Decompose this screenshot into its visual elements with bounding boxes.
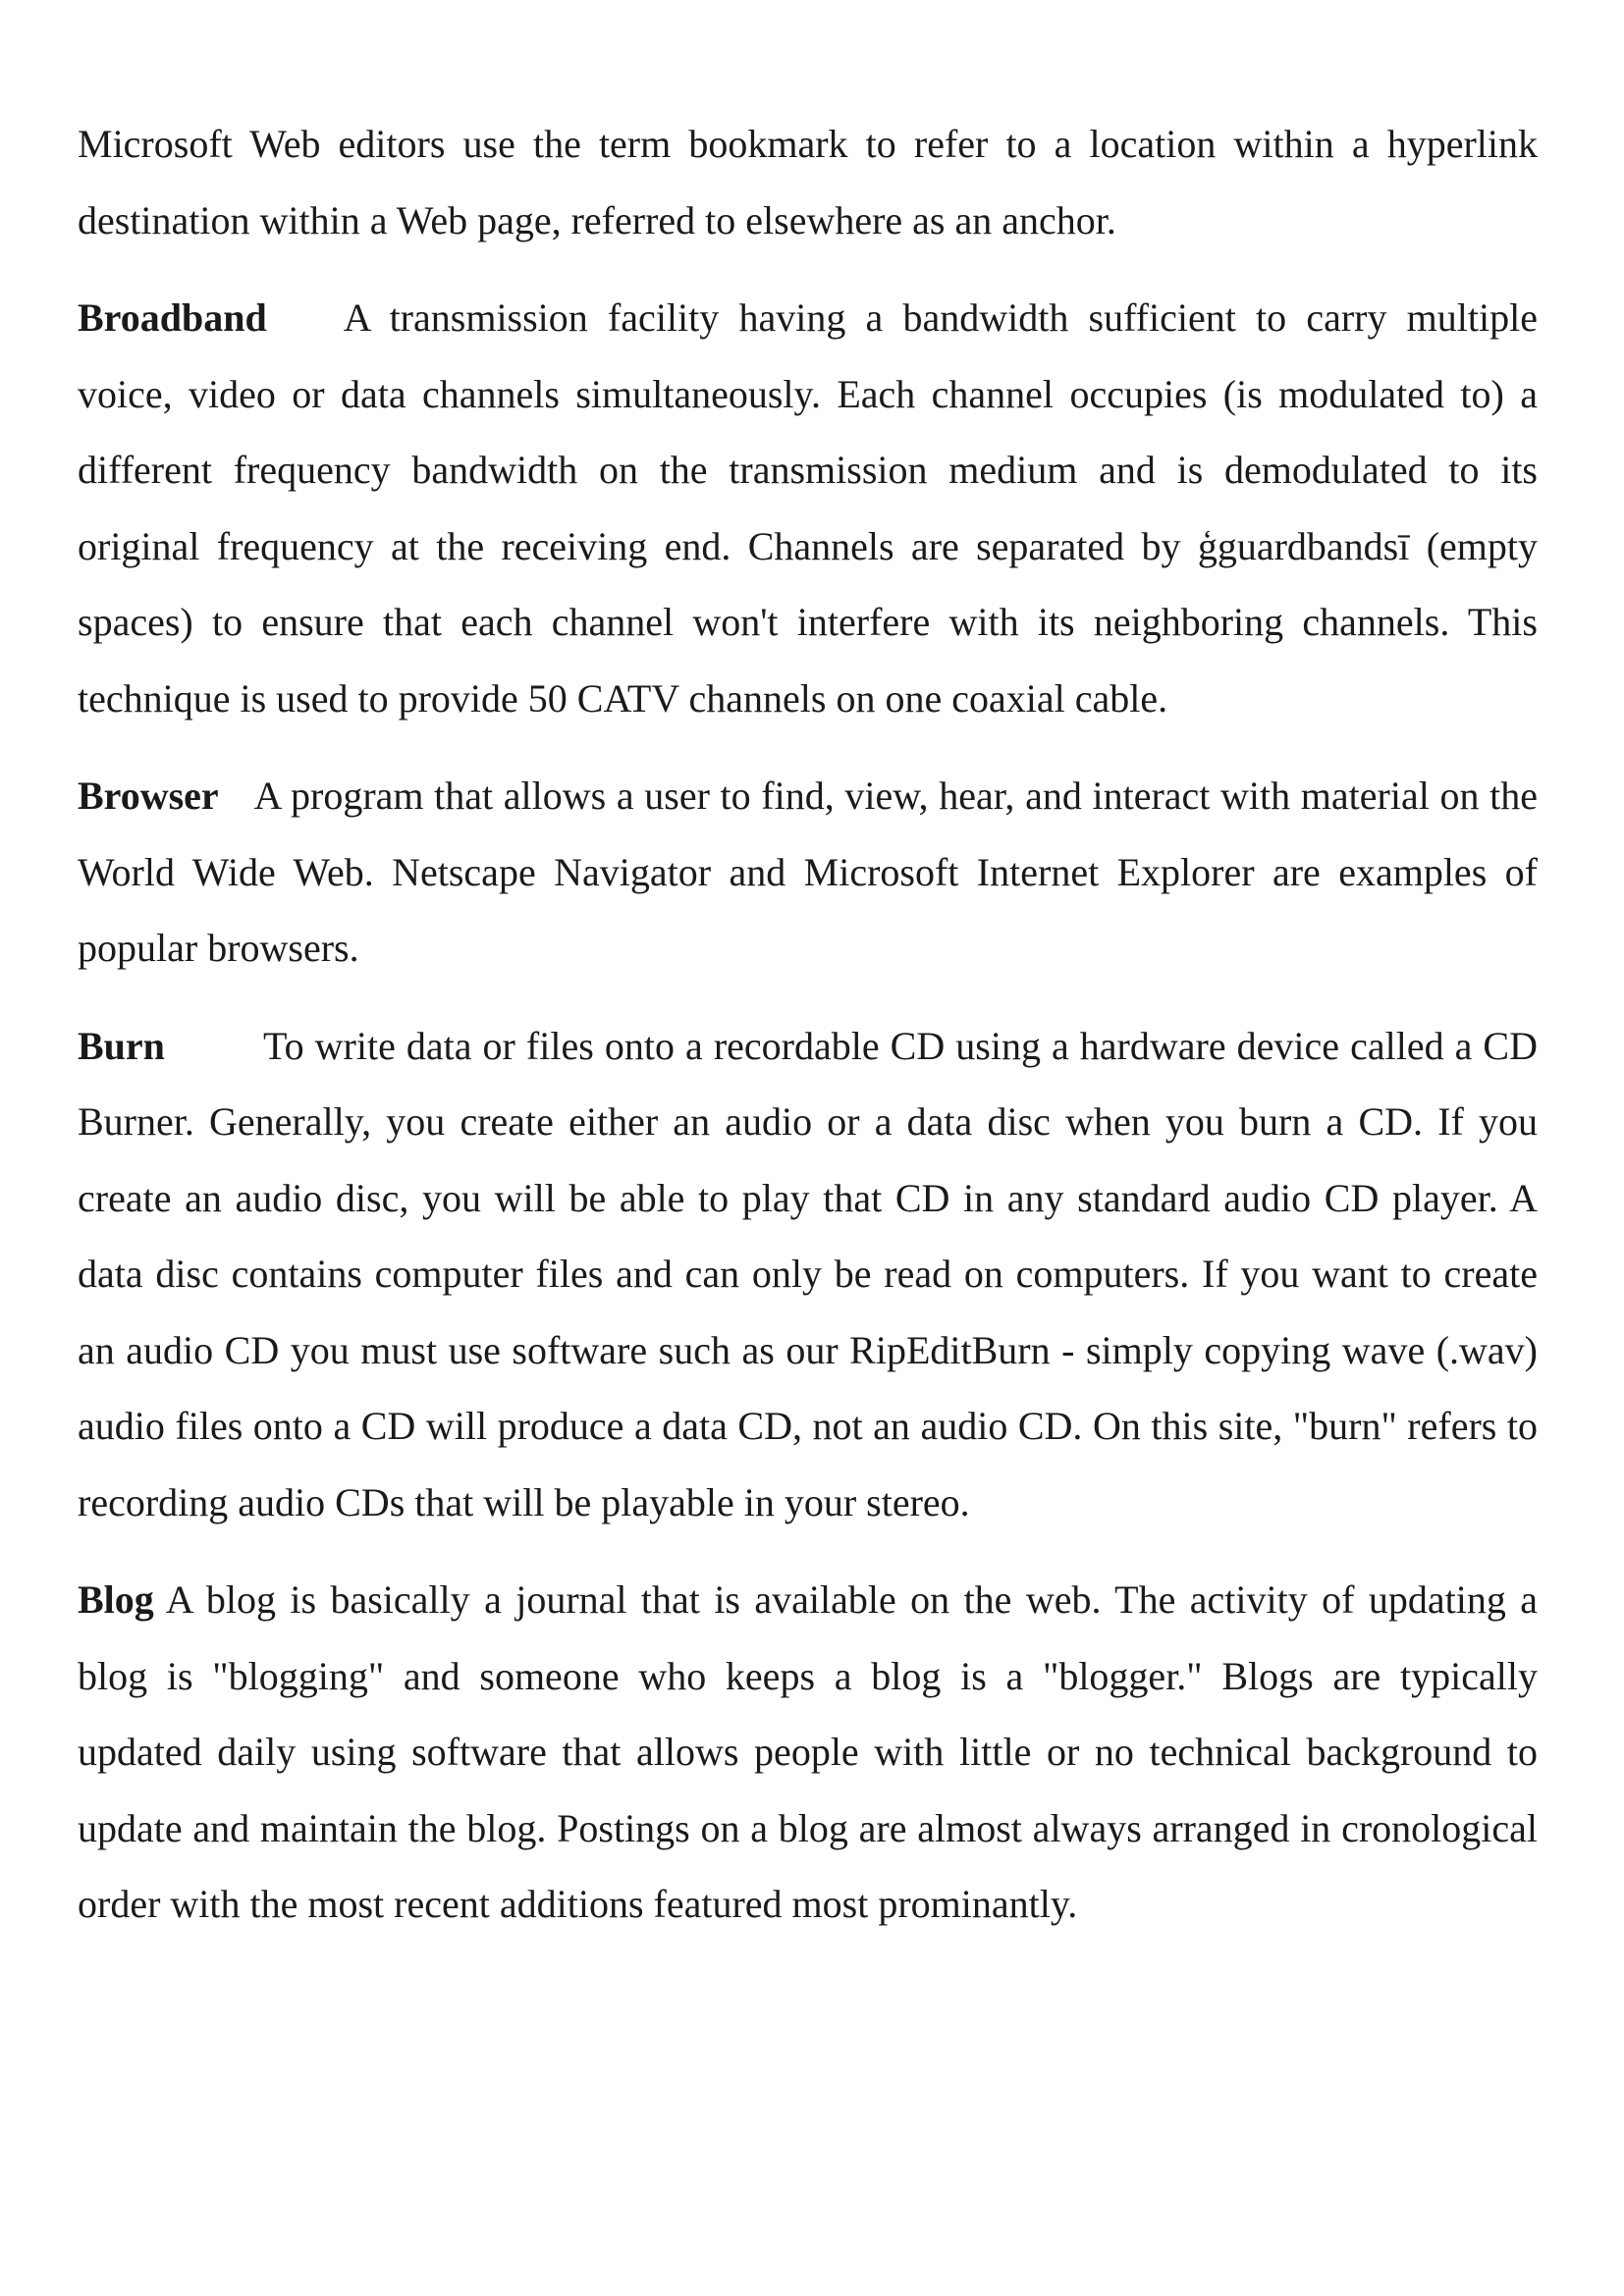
entry-burn xyxy=(78,1008,1538,1541)
entry-broadband xyxy=(78,280,1538,736)
entry-text: To write data or files onto a recordable CD using a hardware device called a CD Burner. Generally, you create either an audio or a data disc when you burn a CD. If you create an audio disc, you will be able to play that CD in any standard audio CD player. A data disc contains computer files and can only be read on computers. If you want to create an audio CD you must use software such as our RipEditBurn - simply copying wave (.wav) audio files onto a CD will produce a data CD, not an audio CD. On this site, "burn" refers to recording audio CDs that will be playable in your stereo. xyxy=(78,1023,1538,1524)
entry-text: Microsoft Web editors use the term bookmark to refer to a location within a hyperlink destination within a Web page, referred to elsewhere as an anchor. xyxy=(78,122,1538,242)
entry-text: A transmission facility having a bandwidth sufficient to carry multiple voice, video or data channels simultaneously. Each channel occupies (is modulated to) a different frequency bandwidth on the transmission medium and is demodulated to its original frequency at the receiving end. Channels are separated by ģguardbandsī (empty spaces) to ensure that each channel won't interfere with its neighboring channels. This technique is used to provide 50 CATV channels on one coaxial cable. xyxy=(78,295,1538,721)
entry-text: A blog is basically a journal that is available on the web. The activity of updating a blog is "blogging" and someone who keeps a blog is a "blogger." Blogs are typically updated daily using software that allows people with little or no technical background to update and maintain the blog. Postings on a blog are almost always arranged in cronological order with the most recent additions featured most prominantly. xyxy=(78,1577,1538,1926)
entry-term: Burn xyxy=(78,1023,165,1068)
entry-text: A program that allows a user to find, view, hear, and interact with material on the World Wide Web. Netscape Navigator and Microsoft Internet Explorer are examples of popular browsers. xyxy=(78,774,1538,970)
entry-term: Blog xyxy=(78,1577,154,1622)
entry-term: Broadband xyxy=(78,295,267,340)
entry-blog xyxy=(78,1562,1538,1943)
entry-term: Browser xyxy=(78,774,219,818)
document-page xyxy=(78,106,1538,1964)
entry-browser xyxy=(78,758,1538,987)
entry-bookmark-continuation xyxy=(78,106,1538,258)
